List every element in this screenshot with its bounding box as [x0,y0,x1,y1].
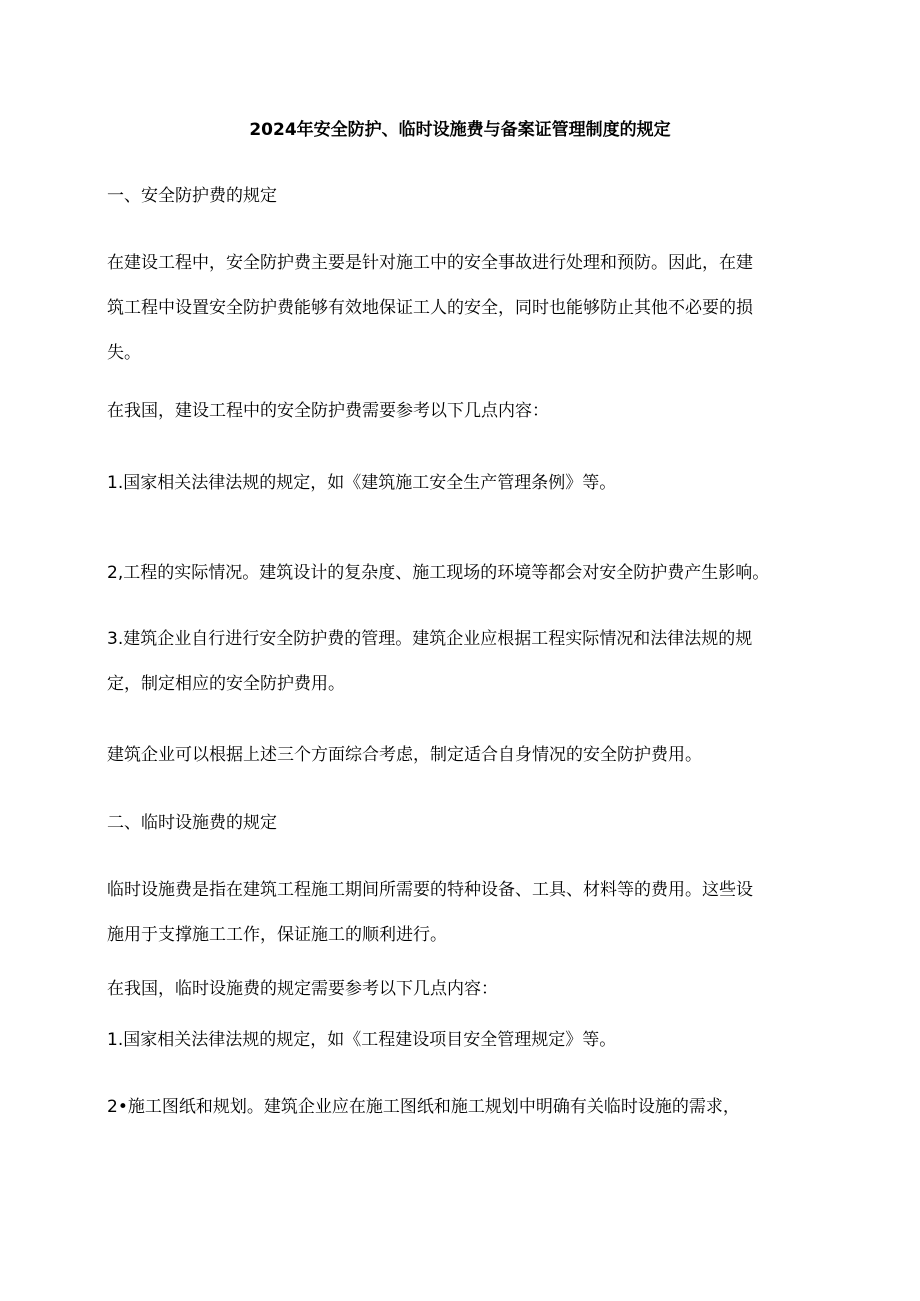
section1-intro: 在我国，建设工程中的安全防护费需要参考以下几点内容： [107,401,549,421]
paragraph-line: 失。 [107,343,141,363]
section1-paragraph1 [107,250,819,366]
section1-item1: 1.国家相关法律法规的规定，如《建筑施工安全生产管理条例》等。 [107,473,617,493]
section1-item3 [107,626,819,697]
paragraph-line: 在建设工程中，安全防护费主要是针对施工中的安全事故进行处理和预防。因此，在建 [107,253,753,273]
document-title: 2024年安全防护、临时设施费与备案证管理制度的规定 [249,120,671,140]
paragraph-line: 临时设施费是指在建筑工程施工期间所需要的特种设备、工具、材料等的费用。这些设 [107,880,753,900]
section1-item2: 2,工程的实际情况。建筑设计的复杂度、施工现场的环境等都会对安全防护费产生影响。 [107,563,770,583]
paragraph-line: 定，制定相应的安全防护费用。 [107,674,345,694]
section2-item2: 2•施工图纸和规划。建筑企业应在施工图纸和施工规划中明确有关临时设施的需求， [107,1097,740,1117]
paragraph-line: 施用于支撑施工工作，保证施工的顺利进行。 [107,925,447,945]
section2-intro: 在我国，临时设施费的规定需要参考以下几点内容： [107,979,498,999]
section2-paragraph1 [107,877,819,948]
section2-heading: 二、临时设施费的规定 [107,813,277,833]
section1-heading: 一、安全防护费的规定 [107,186,277,206]
paragraph-line: 3.建筑企业自行进行安全防护费的管理。建筑企业应根据工程实际情况和法律法规的规 [107,629,753,649]
section2-item1: 1.国家相关法律法规的规定，如《工程建设项目安全管理规定》等。 [107,1030,617,1050]
paragraph-line: 筑工程中设置安全防护费能够有效地保证工人的安全，同时也能够防止其他不必要的损 [107,298,753,318]
section1-summary: 建筑企业可以根据上述三个方面综合考虑，制定适合自身情况的安全防护费用。 [107,745,702,765]
